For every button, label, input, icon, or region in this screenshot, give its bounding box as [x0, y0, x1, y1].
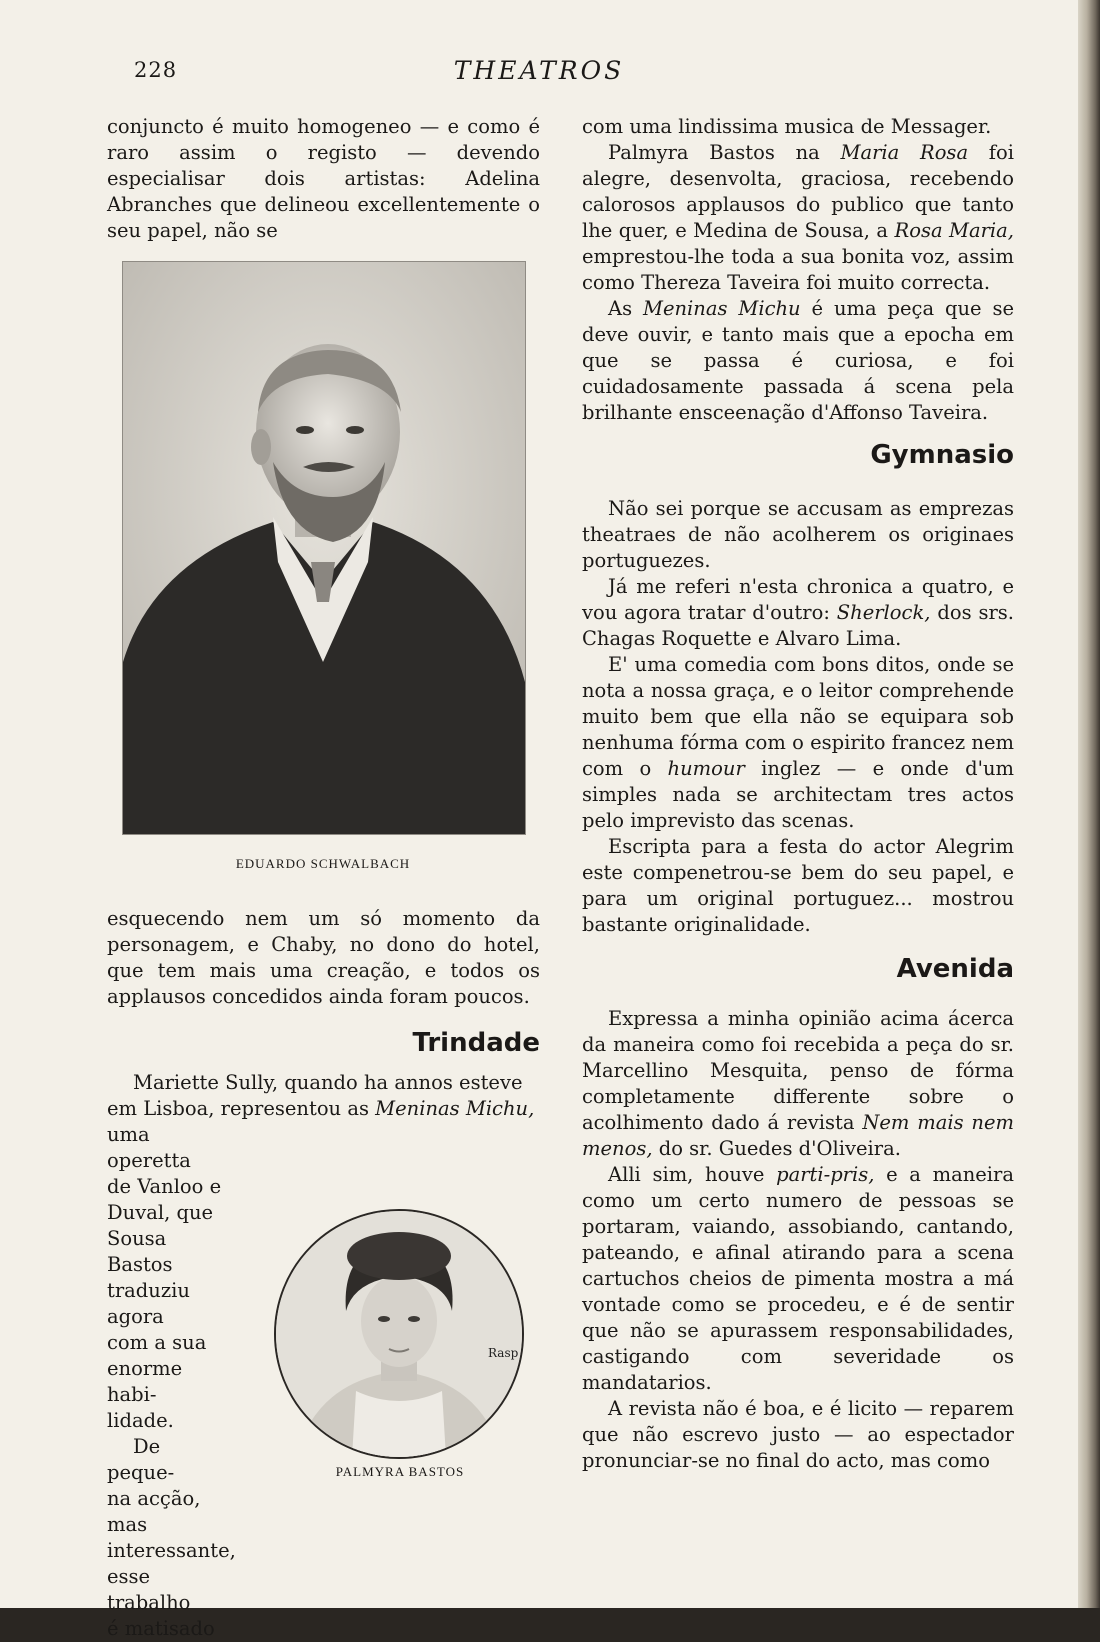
- paragraph: em Lisboa, representou as Meninas Michu,: [107, 1097, 535, 1120]
- paragraph: Já me referi n'esta chronica a quatro, e vou agora tratar d'outro: Sherlock, dos srs. Chagas Roquette e Alvaro Lima.: [582, 575, 1014, 650]
- wrapped-text-block: [107, 1122, 236, 1642]
- paragraph: As Meninas Michu é uma peça que se deve ouvir, e tanto mais que a epocha em que se passa é curiosa, e foi cuidadosamente passada á scena pela brilhante ensceenação d'Affonso Taveira.: [582, 297, 1015, 424]
- section-heading-trindade: Trindade: [412, 1028, 540, 1058]
- text-line: Sousa Bastos: [107, 1227, 173, 1276]
- paragraph: conjuncto é muito homogeneo — e como é raro assim o registo — devendo especialisar dois artistas: Adelina Abranches que delineou excellentemente o seu papel, não se: [107, 115, 540, 242]
- paragraph: Palmyra Bastos na Maria Rosa foi alegre, desenvolta, graciosa, recebendo calorosos applausos do publico que tanto lhe quer, e Medina de Sousa, a Rosa Maria, emprestou-lhe toda a sua bonita voz, assim como Thereza Taveira foi muito correcta.: [582, 141, 1015, 294]
- circular-portrait-illustration: [276, 1211, 522, 1457]
- portrait-illustration: [123, 262, 525, 834]
- paragraph: Não sei porque se accusam as emprezas theatraes de não acolherem os originaes portuguezes.: [582, 497, 1014, 572]
- paragraph: Escripta para a festa do actor Alegrim este compenetrou-se bem do seu papel, e para um original portuguez... mostrou bastante originalidade.: [582, 835, 1014, 936]
- paragraph: E' uma comedia com bons ditos, onde se nota a nossa graça, e o leitor comprehende muito bem que ella não se equipara sob nenhuma fórma com o espirito francez nem com o humour inglez — e onde d'um simples nada se architectam tres actos pelo imprevisto das scenas.: [582, 653, 1014, 832]
- paragraph: Mariette Sully, quando ha annos esteve: [133, 1071, 523, 1094]
- paragraph: esquecendo nem um só momento da personagem, e Chaby, no dono do hotel, que tem mais uma creação, e todos os applausos concedidos ainda foram poucos.: [107, 907, 540, 1008]
- paragraph: A revista não é boa, e é licito — reparem que não escrevo justo — ao espectador pronunciar-se no final do acto, mas como: [582, 1397, 1014, 1472]
- paragraph: com uma lindissima musica de Messager.: [582, 115, 992, 138]
- text-line: traduziu agora: [107, 1279, 190, 1328]
- portrait-photo-eduardo-schwalbach: [122, 261, 526, 835]
- text-line: Duval, que: [107, 1201, 214, 1224]
- right-column: [582, 114, 1014, 1474]
- paragraph: Alli sim, houve parti-pris, e a maneira como um certo numero de pessoas se portaram, vaiando, assobiando, cantando, pateando, e afinal atirando para a scena cartuchos cheios de pimenta mostra a má vontade como se procedeu, e é de sentir que não se apurassem responsabilidades, castigando com severidade os mandatarios.: [582, 1163, 1014, 1394]
- photo-signature: Rasp: [488, 1346, 519, 1360]
- left-column-top: [107, 114, 540, 244]
- page-number: 228: [134, 58, 178, 82]
- photo-caption: EDUARDO SCHWALBACH: [235, 856, 411, 871]
- photo-caption: PALMYRA BASTOS: [335, 1464, 465, 1479]
- portrait-photo-palmyra-bastos: [274, 1209, 524, 1459]
- text-line: interessante,: [107, 1539, 236, 1562]
- section-heading-avenida: Avenida: [896, 954, 1014, 984]
- text-line: de Vanloo e: [107, 1175, 222, 1198]
- section-heading-gymnasio: Gymnasio: [870, 440, 1014, 470]
- text-line: esse trabalho: [107, 1565, 191, 1614]
- text-line: De peque-: [107, 1435, 175, 1484]
- paragraph: Expressa a minha opinião acima ácerca da maneira como foi recebida a peça do sr. Marcellino Mesquita, penso de fórma completamente differente sobre o acolhimento dado á revista Nem mais nem menos, do sr. Guedes d'Oliveira.: [582, 1007, 1014, 1160]
- book-spine-edge: [1078, 0, 1100, 1608]
- text-line: lidade.: [107, 1409, 174, 1432]
- text-line: enorme habi-: [107, 1357, 183, 1406]
- text-line: na acção, mas: [107, 1487, 201, 1536]
- running-title: THEATROS: [453, 56, 625, 85]
- text-line: uma operetta: [107, 1123, 191, 1172]
- text-line: é matisado: [107, 1617, 215, 1640]
- text-line: com a sua: [107, 1331, 207, 1354]
